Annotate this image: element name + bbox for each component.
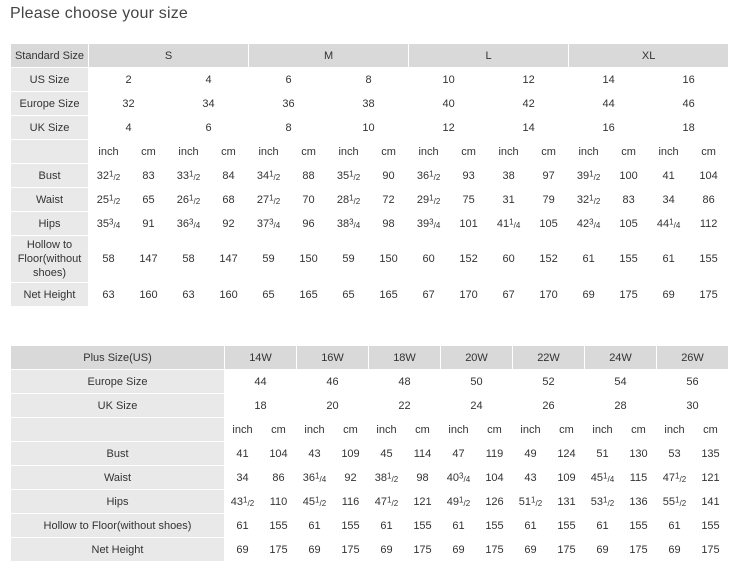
measure-value: 59 [249, 236, 289, 283]
measure-value: $28^1/2$ [329, 188, 369, 212]
size-value: 10 [329, 116, 409, 140]
unit-header: inch [489, 140, 529, 164]
plus-size-header: Plus Size(US) [11, 346, 225, 370]
measure-value: 152 [529, 236, 569, 283]
measure-value: 90 [369, 164, 409, 188]
size-value: 14 [569, 68, 649, 92]
unit-header: cm [209, 140, 249, 164]
measure-value: 104 [261, 442, 297, 466]
unit-header: cm [477, 418, 513, 442]
measure-value: 61 [585, 514, 621, 538]
measure-value: 34 [225, 466, 261, 490]
table-row [11, 188, 729, 212]
measure-value: 150 [289, 236, 329, 283]
measure-value: 155 [333, 514, 369, 538]
unit-header: inch [409, 140, 449, 164]
measure-value: 69 [441, 538, 477, 562]
measure-value: 152 [449, 236, 489, 283]
measure-value: 69 [569, 283, 609, 307]
measure-value: 110 [261, 490, 297, 514]
measure-value: 83 [129, 164, 169, 188]
measure-value: 100 [609, 164, 649, 188]
size-group-header: XL [569, 44, 729, 68]
measure-value: 92 [333, 466, 369, 490]
measure-value: 43 [513, 466, 549, 490]
measure-value: $41^1/4$ [489, 212, 529, 236]
measure-value: 61 [297, 514, 333, 538]
unit-row-label [11, 140, 89, 164]
measure-value: 116 [333, 490, 369, 514]
measure-value: 170 [449, 283, 489, 307]
measure-value: 109 [333, 442, 369, 466]
measure-value: 69 [297, 538, 333, 562]
measure-value: 67 [409, 283, 449, 307]
measure-value: 69 [649, 283, 689, 307]
table-row [11, 44, 729, 68]
size-value: 18 [649, 116, 729, 140]
measure-value: $39^3/4$ [409, 212, 449, 236]
row-label: US Size [11, 68, 89, 92]
measure-value: 155 [405, 514, 441, 538]
measure-value: $38^3/4$ [329, 212, 369, 236]
measure-value: 155 [621, 514, 657, 538]
size-header: 14W [225, 346, 297, 370]
unit-header: inch [297, 418, 333, 442]
measure-value: 88 [289, 164, 329, 188]
measure-value: $26^1/2$ [169, 188, 209, 212]
measure-value: 61 [569, 236, 609, 283]
measure-value: 65 [129, 188, 169, 212]
size-value: 26 [513, 394, 585, 418]
table-row [11, 164, 729, 188]
measure-value: 45 [369, 442, 405, 466]
table-row [11, 346, 729, 370]
measure-value: 61 [225, 514, 261, 538]
measure-value: 126 [477, 490, 513, 514]
unit-header: cm [289, 140, 329, 164]
measure-value: 83 [609, 188, 649, 212]
table-row [11, 394, 729, 418]
standard-size-header: Standard Size [11, 44, 89, 68]
row-label: Net Height [11, 283, 89, 307]
measure-value: 68 [209, 188, 249, 212]
unit-header: cm [609, 140, 649, 164]
measure-value: $51^1/2$ [513, 490, 549, 514]
measure-value: $42^3/4$ [569, 212, 609, 236]
measure-value: 96 [289, 212, 329, 236]
unit-header: inch [249, 140, 289, 164]
size-header: 26W [657, 346, 729, 370]
unit-header: inch [169, 140, 209, 164]
measure-value: 38 [489, 164, 529, 188]
measure-value: 65 [249, 283, 289, 307]
size-value: 4 [89, 116, 169, 140]
size-value: 6 [249, 68, 329, 92]
measure-value: 98 [369, 212, 409, 236]
standard-size-table-body [11, 44, 729, 307]
measure-value: 63 [89, 283, 129, 307]
size-value: 46 [297, 370, 369, 394]
measure-value: 101 [449, 212, 489, 236]
measure-value: $36^1/2$ [409, 164, 449, 188]
measure-value: 53 [657, 442, 693, 466]
size-value: 8 [249, 116, 329, 140]
row-label: Waist [11, 466, 225, 490]
measure-value: 112 [689, 212, 729, 236]
measure-value: 34 [649, 188, 689, 212]
measure-value: 155 [689, 236, 729, 283]
size-value: 12 [489, 68, 569, 92]
measure-value: 141 [693, 490, 729, 514]
unit-header: cm [405, 418, 441, 442]
unit-header: inch [225, 418, 261, 442]
measure-value: $49^1/2$ [441, 490, 477, 514]
measure-value: 175 [609, 283, 649, 307]
size-value: 24 [441, 394, 513, 418]
measure-value: 155 [549, 514, 585, 538]
size-value: 44 [569, 92, 649, 116]
measure-value: 86 [689, 188, 729, 212]
size-value: 28 [585, 394, 657, 418]
size-value: 8 [329, 68, 409, 92]
measure-value: 121 [693, 466, 729, 490]
size-value: 54 [585, 370, 657, 394]
measure-value: 69 [225, 538, 261, 562]
measure-value: 105 [609, 212, 649, 236]
size-value: 48 [369, 370, 441, 394]
measure-value: 136 [621, 490, 657, 514]
row-label: UK Size [11, 394, 225, 418]
unit-header: inch [89, 140, 129, 164]
measure-value: $35^3/4$ [89, 212, 129, 236]
table-row [11, 212, 729, 236]
measure-value: 104 [477, 466, 513, 490]
measure-value: 41 [225, 442, 261, 466]
measure-value: $53^1/2$ [585, 490, 621, 514]
size-group-header: S [89, 44, 249, 68]
measure-value: 98 [405, 466, 441, 490]
row-label: Europe Size [11, 92, 89, 116]
table-row [11, 418, 729, 442]
measure-value: 175 [261, 538, 297, 562]
row-label: Bust [11, 164, 89, 188]
measure-value: $25^1/2$ [89, 188, 129, 212]
measure-value: 155 [261, 514, 297, 538]
row-label: Hips [11, 490, 225, 514]
measure-value: 175 [477, 538, 513, 562]
measure-value: 160 [129, 283, 169, 307]
unit-header: inch [329, 140, 369, 164]
measure-value: $36^1/4$ [297, 466, 333, 490]
unit-header: inch [569, 140, 609, 164]
plus-size-table [10, 345, 729, 562]
measure-value: 109 [549, 466, 585, 490]
standard-size-table [10, 43, 729, 307]
size-value: 16 [649, 68, 729, 92]
unit-header: inch [585, 418, 621, 442]
measure-value: 97 [529, 164, 569, 188]
row-label: Waist [11, 188, 89, 212]
table-row [11, 490, 729, 514]
measure-value: 65 [329, 283, 369, 307]
row-label: Hips [11, 212, 89, 236]
measure-value: $43^1/2$ [225, 490, 261, 514]
size-value: 32 [89, 92, 169, 116]
measure-value: 147 [129, 236, 169, 283]
unit-header: cm [529, 140, 569, 164]
measure-value: 70 [289, 188, 329, 212]
measure-value: 147 [209, 236, 249, 283]
size-value: 14 [489, 116, 569, 140]
row-label: Europe Size [11, 370, 225, 394]
size-value: 42 [489, 92, 569, 116]
measure-value: 121 [405, 490, 441, 514]
unit-header: cm [369, 140, 409, 164]
measure-value: 49 [513, 442, 549, 466]
measure-value: 69 [513, 538, 549, 562]
table-row [11, 236, 729, 283]
measure-value: $47^1/2$ [657, 466, 693, 490]
size-value: 2 [89, 68, 169, 92]
table-row [11, 92, 729, 116]
measure-value: $38^1/2$ [369, 466, 405, 490]
plus-size-table-body [11, 346, 729, 562]
unit-header: cm [449, 140, 489, 164]
unit-row-label [11, 418, 225, 442]
size-value: 10 [409, 68, 489, 92]
measure-value: 155 [609, 236, 649, 283]
size-value: 38 [329, 92, 409, 116]
size-value: 6 [169, 116, 249, 140]
measure-value: 155 [693, 514, 729, 538]
row-label: Hollow to Floor(without shoes) [11, 236, 89, 283]
measure-value: 31 [489, 188, 529, 212]
measure-value: 175 [621, 538, 657, 562]
measure-value: 43 [297, 442, 333, 466]
measure-value: $45^1/4$ [585, 466, 621, 490]
unit-header: cm [129, 140, 169, 164]
measure-value: 91 [129, 212, 169, 236]
measure-value: 79 [529, 188, 569, 212]
unit-header: cm [693, 418, 729, 442]
size-value: 46 [649, 92, 729, 116]
measure-value: $32^1/2$ [89, 164, 129, 188]
size-value: 40 [409, 92, 489, 116]
size-header: 18W [369, 346, 441, 370]
unit-header: inch [513, 418, 549, 442]
row-label: UK Size [11, 116, 89, 140]
size-group-header: L [409, 44, 569, 68]
unit-header: inch [369, 418, 405, 442]
measure-value: 61 [649, 236, 689, 283]
size-value: 34 [169, 92, 249, 116]
measure-value: $27^1/2$ [249, 188, 289, 212]
measure-value: $29^1/2$ [409, 188, 449, 212]
measure-value: 69 [585, 538, 621, 562]
measure-value: 175 [333, 538, 369, 562]
measure-value: 165 [369, 283, 409, 307]
measure-value: 93 [449, 164, 489, 188]
measure-value: 170 [529, 283, 569, 307]
size-header: 16W [297, 346, 369, 370]
measure-value: $32^1/2$ [569, 188, 609, 212]
measure-value: 130 [621, 442, 657, 466]
measure-value: $36^3/4$ [169, 212, 209, 236]
size-value: 30 [657, 394, 729, 418]
measure-value: 119 [477, 442, 513, 466]
size-value: 22 [369, 394, 441, 418]
table-row [11, 442, 729, 466]
table-row [11, 538, 729, 562]
measure-value: 69 [369, 538, 405, 562]
size-header: 22W [513, 346, 585, 370]
measure-value: 51 [585, 442, 621, 466]
row-label: Hollow to Floor(without shoes) [11, 514, 225, 538]
measure-value: 75 [449, 188, 489, 212]
size-value: 44 [225, 370, 297, 394]
size-value: 4 [169, 68, 249, 92]
measure-value: 58 [169, 236, 209, 283]
measure-value: 61 [369, 514, 405, 538]
table-row [11, 283, 729, 307]
measure-value: $35^1/2$ [329, 164, 369, 188]
unit-header: cm [333, 418, 369, 442]
measure-value: 86 [261, 466, 297, 490]
measure-value: $47^1/2$ [369, 490, 405, 514]
size-value: 52 [513, 370, 585, 394]
measure-value: $44^1/4$ [649, 212, 689, 236]
table-row [11, 370, 729, 394]
measure-value: 135 [693, 442, 729, 466]
measure-value: 92 [209, 212, 249, 236]
measure-value: 67 [489, 283, 529, 307]
size-value: 36 [249, 92, 329, 116]
size-value: 12 [409, 116, 489, 140]
size-value: 50 [441, 370, 513, 394]
unit-header: cm [261, 418, 297, 442]
row-label: Bust [11, 442, 225, 466]
unit-header: inch [441, 418, 477, 442]
measure-value: $45^1/2$ [297, 490, 333, 514]
measure-value: 175 [549, 538, 585, 562]
measure-value: 104 [689, 164, 729, 188]
measure-value: 160 [209, 283, 249, 307]
size-group-header: M [249, 44, 409, 68]
measure-value: 72 [369, 188, 409, 212]
unit-header: inch [649, 140, 689, 164]
measure-value: $33^1/2$ [169, 164, 209, 188]
size-header: 20W [441, 346, 513, 370]
measure-value: 131 [549, 490, 585, 514]
measure-value: 114 [405, 442, 441, 466]
measure-value: 60 [489, 236, 529, 283]
size-value: 56 [657, 370, 729, 394]
size-value: 20 [297, 394, 369, 418]
measure-value: $40^3/4$ [441, 466, 477, 490]
measure-value: 41 [649, 164, 689, 188]
measure-value: 155 [477, 514, 513, 538]
measure-value: 58 [89, 236, 129, 283]
measure-value: $34^1/2$ [249, 164, 289, 188]
measure-value: 61 [441, 514, 477, 538]
row-label: Net Height [11, 538, 225, 562]
table-row [11, 68, 729, 92]
unit-header: cm [689, 140, 729, 164]
table-row [11, 140, 729, 164]
unit-header: inch [657, 418, 693, 442]
measure-value: 150 [369, 236, 409, 283]
measure-value: 175 [405, 538, 441, 562]
measure-value: 60 [409, 236, 449, 283]
measure-value: 63 [169, 283, 209, 307]
unit-header: cm [621, 418, 657, 442]
measure-value: 105 [529, 212, 569, 236]
measure-value: 69 [657, 538, 693, 562]
page-title: Please choose your size [10, 5, 189, 22]
table-row [11, 116, 729, 140]
measure-value: 115 [621, 466, 657, 490]
measure-value: 175 [689, 283, 729, 307]
table-row [11, 514, 729, 538]
size-header: 24W [585, 346, 657, 370]
measure-value: 124 [549, 442, 585, 466]
measure-value: 84 [209, 164, 249, 188]
size-value: 16 [569, 116, 649, 140]
size-value: 18 [225, 394, 297, 418]
table-row [11, 466, 729, 490]
measure-value: $39^1/2$ [569, 164, 609, 188]
measure-value: 165 [289, 283, 329, 307]
measure-value: $37^3/4$ [249, 212, 289, 236]
measure-value: 59 [329, 236, 369, 283]
measure-value: 61 [513, 514, 549, 538]
unit-header: cm [549, 418, 585, 442]
measure-value: 47 [441, 442, 477, 466]
measure-value: 175 [693, 538, 729, 562]
measure-value: 61 [657, 514, 693, 538]
measure-value: $55^1/2$ [657, 490, 693, 514]
